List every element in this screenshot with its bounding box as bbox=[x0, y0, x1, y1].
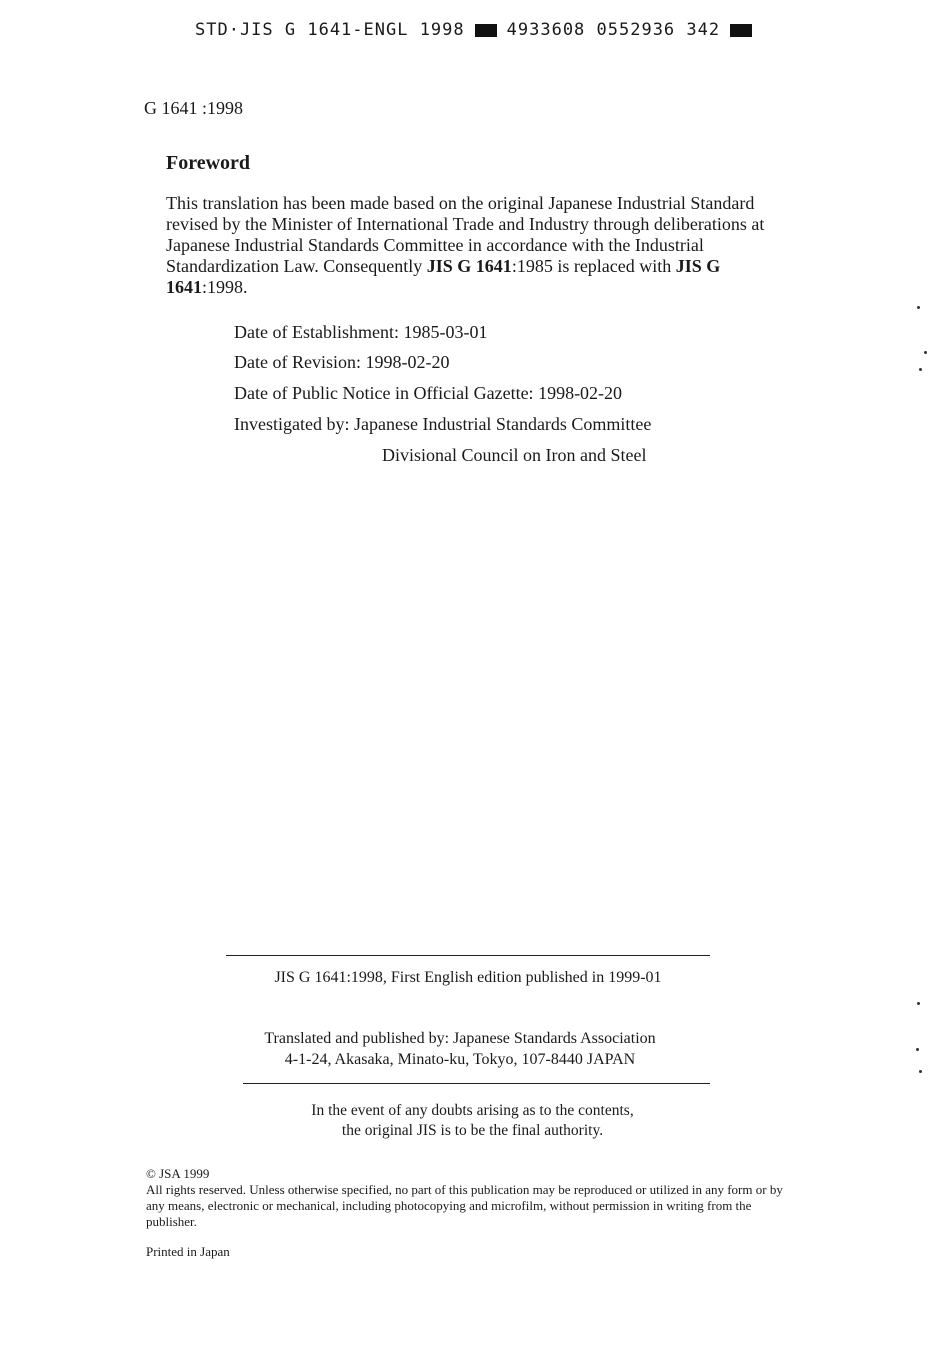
date-establishment bbox=[234, 322, 487, 343]
foreword-title: Foreword bbox=[166, 152, 251, 174]
header-code-mid: 4933608 0552936 342 bbox=[506, 20, 721, 40]
scan-speck bbox=[919, 368, 922, 371]
revision-label: Date of Revision: bbox=[234, 352, 361, 372]
publisher-line1: Translated and published by: Japanese Standards Association bbox=[264, 1030, 656, 1047]
authority-line2: the original JIS is to be the final authority. bbox=[341, 1122, 604, 1139]
printed-in: Printed in Japan bbox=[146, 1244, 230, 1259]
scan-speck bbox=[924, 351, 927, 354]
investigated-line2: Divisional Council on Iron and Steel bbox=[382, 445, 647, 465]
jis-ref-1a: JIS bbox=[426, 256, 453, 276]
header-code-left: STD·JIS G 1641-ENGL 1998 bbox=[195, 20, 465, 40]
publisher-line2: 4-1-24, Akasaka, Minato-ku, Tokyo, 107-8440 JAPAN bbox=[284, 1051, 636, 1068]
footer-rule-bottom bbox=[243, 1083, 710, 1084]
copyright: © JSA 1999 bbox=[146, 1166, 210, 1181]
jis-ref-2: JIS G 1641 bbox=[166, 256, 721, 297]
document-id: G 1641 :1998 bbox=[144, 98, 243, 118]
scan-speck bbox=[917, 1002, 920, 1005]
jis-ref-1-year: :1985 is replaced with bbox=[511, 256, 676, 276]
header-code bbox=[195, 20, 762, 40]
investigated-line1: Japanese Industrial Standards Committee bbox=[353, 414, 652, 434]
establishment-value: 1985-03-01 bbox=[403, 322, 488, 342]
scan-speck bbox=[916, 1048, 919, 1051]
black-block-mark bbox=[475, 24, 497, 37]
foreword-paragraph bbox=[166, 193, 776, 298]
notice-value: 1998-02-20 bbox=[538, 383, 623, 403]
revision-value: 1998-02-20 bbox=[365, 352, 450, 372]
black-block-mark-end bbox=[730, 24, 752, 37]
authority-line1: In the event of any doubts arising as to the contents, bbox=[311, 1102, 634, 1119]
date-revision bbox=[234, 352, 449, 373]
notice-label: Date of Public Notice in Official Gazette: bbox=[234, 383, 534, 403]
jis-ref-1b: G 1641 bbox=[457, 256, 512, 276]
scan-speck bbox=[917, 306, 920, 309]
date-public-notice bbox=[234, 383, 622, 404]
scan-speck bbox=[919, 1070, 922, 1073]
investigated-label: Investigated by: bbox=[234, 414, 350, 434]
foreword-text: This translation has been made based on the original Japanese Industrial Standard revised by the Minister of International Trade and Industry through deliberations at Japanese Industrial Standards Committee in accordance with the Industrial Standardization Law. Consequently bbox=[166, 193, 765, 276]
establishment-label: Date of Establishment: bbox=[234, 322, 399, 342]
jis-ref-2-year: :1998. bbox=[202, 277, 248, 297]
investigated-by bbox=[234, 414, 651, 435]
edition-line: JIS G 1641:1998, First English edition published in 1999-01 bbox=[274, 969, 662, 986]
rights-notice: All rights reserved. Unless otherwise specified, no part of this publication may be reproduced or utilized in any form or by any means, electronic or mechanical, including photocopying and microfilm, without permission in writing from the publisher. bbox=[146, 1182, 783, 1229]
footer-rule-top bbox=[226, 955, 710, 956]
